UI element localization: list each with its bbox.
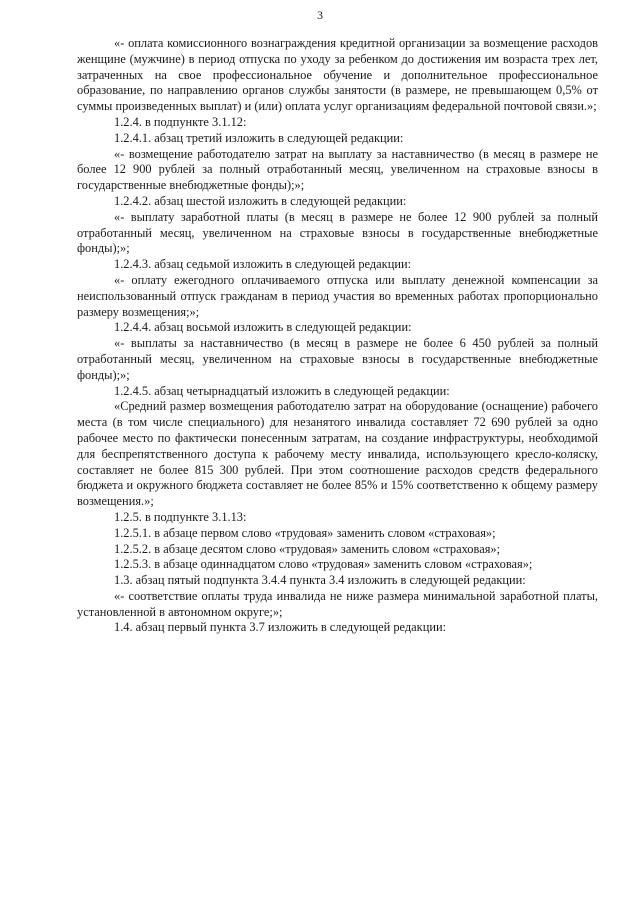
paragraph-2: 1.2.4. в подпункте 3.1.12:: [114, 114, 247, 129]
paragraph-11: 1.2.4.5. абзац четырнадцатый изложить в следующей редакции:: [114, 383, 450, 398]
paragraph-4: «- возмещение работодателю затрат на выплату за наставничество (в месяц в размере не более 12 900 рублей за полный отработанный месяц, увеличенном на страховые взносы в государственные внебюджетные фонды);»;: [77, 146, 598, 193]
paragraph-13: 1.2.5. в подпункте 3.1.13:: [114, 509, 247, 524]
paragraph-12: «Средний размер возмещения работодателю затрат на оборудование (оснащение) рабочего места (в том числе специального) для незанятого инвалида составляет 72 690 рублей за одно рабочее место по фактически понесенным затратам, на создание инфраструктуры, необходимой для беспрепятственного доступа к рабочему месту инвалида, использующего кресло-коляску, составляет не более 815 300 рублей. При этом соотношение расходов средств федерального бюджета и окружного бюджета составляет не более 85% и 15% соответственно к общему размеру возмещения.»;: [77, 399, 598, 509]
paragraph-9: 1.2.4.4. абзац восьмой изложить в следующей редакции:: [114, 320, 412, 335]
page-number: 3: [317, 8, 323, 22]
document-body: [77, 36, 598, 636]
paragraph-7: 1.2.4.3. абзац седьмой изложить в следующей редакции:: [114, 257, 412, 272]
paragraph-15: 1.2.5.2. в абзаце десятом слово «трудовая» заменить словом «страховая»;: [114, 541, 501, 556]
paragraph-10: «- выплаты за наставничество (в месяц в размере не более 6 450 рублей за полный отработанный месяц, увеличенном на страховые взносы в государственные внебюджетные фонды);»;: [77, 336, 598, 382]
paragraph-5: 1.2.4.2. абзац шестой изложить в следующей редакции:: [114, 193, 407, 208]
paragraph-19: 1.4. абзац первый пункта 3.7 изложить в следующей редакции:: [114, 620, 447, 635]
paragraph-14: 1.2.5.1. в абзаце первом слово «трудовая» заменить словом «страховая»;: [114, 525, 496, 540]
paragraph-8: «- оплату ежегодного оплачиваемого отпуска или выплату денежной компенсации за неиспользованный отпуск гражданам в период участия во временных работах пропорционально размеру возмещения;»;: [77, 272, 598, 319]
paragraph-3: 1.2.4.1. абзац третий изложить в следующей редакции:: [114, 130, 404, 145]
paragraph-1: «- оплата комиссионного вознаграждения кредитной организации за возмещение расходов женщине (мужчине) в период отпуска по уходу за ребенком до достижения им возраста трех лет, затраченных на свое профессиональное обучение и дополнительное профессиональное образование, по направлению органов службы занятости (в размере, не превышающем 0,5% от суммы произведенных выплат) и (или) оплата услуг организациям федеральной почтовой связи.»;: [77, 36, 598, 114]
paragraph-6: «- выплату заработной платы (в месяц в размере не более 12 900 рублей за полный отработанный месяц, увеличенном на страховые взносы в государственные внебюджетные фонды);»;: [77, 209, 598, 256]
paragraph-18: «- соответствие оплаты труда инвалида не ниже размера минимальной заработной платы, установленной в автономном округе;»;: [77, 588, 598, 619]
paragraph-17: 1.3. абзац пятый подпункта 3.4.4 пункта 3.4 изложить в следующей редакции:: [114, 573, 526, 588]
paragraph-16: 1.2.5.3. в абзаце одиннадцатом слово «трудовая» заменить словом «страховая»;: [114, 557, 533, 572]
